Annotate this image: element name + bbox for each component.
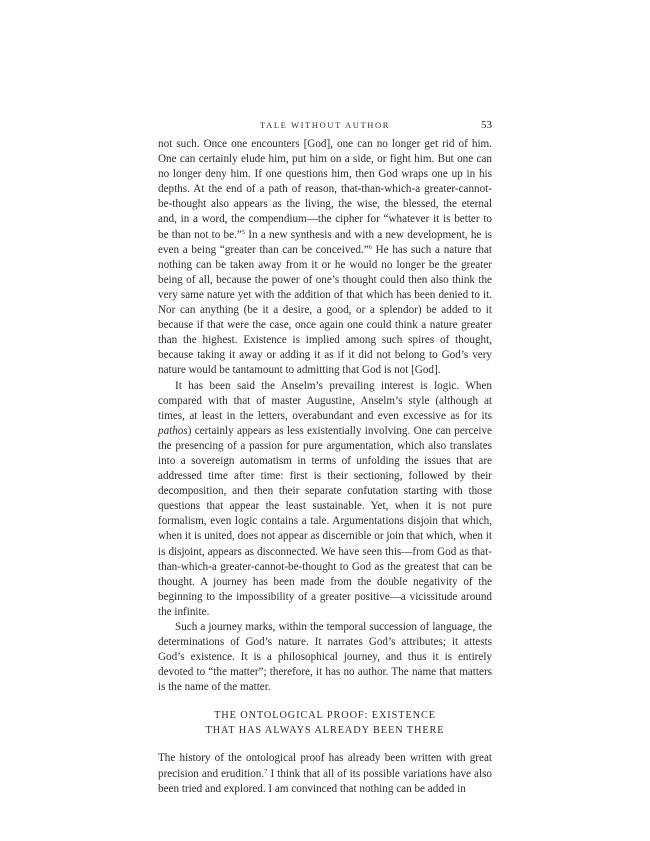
section-heading-line-1: THE ONTOLOGICAL PROOF: EXISTENCE [214, 710, 436, 722]
paragraph-3-text: Such a journey marks, within the temporal succession of language, the determinations of God’s nature. It narrates God’s attributes; it attests God’s existence. It is a philosophical journey, and thus it is entirely devoted to “the matter”; therefore, it has no author. The name that matters is the name of the matter. [158, 621, 492, 694]
paragraph-2-text-b: ) certainly appears as less existentially involving. One can perceive the presencing of a passion for pure argumentation, which also translates into a sovereign automatism in terms of unfolding the issues that are addressed time after time: first is their sectioning, followed by their decomposition, and then their separate confutation starting with those questions that appear the least sustainable. Yet, when it is not pure formalism, even logic contains a tale. Argumentations disjoin that which, when it is united, does not appear as discernible or join that which, when it is disjoint, appears as disconnected. We have seen this—from God as that-than-which-a greater-cannot-be-thought to God as the greatest that can be thought. A journey has been made from the double negativity of the beginning to the impossibility of a greater positive—a vicissitude around the infinite. [158, 424, 492, 618]
page-number: 53 [481, 119, 492, 131]
footnote-marker-5: 5 [241, 228, 246, 236]
paragraph-1 [158, 137, 492, 379]
running-head [158, 118, 492, 132]
footnote-marker-7: 7 [264, 767, 268, 775]
paragraph-1-text-c: He has such a nature that nothing can be taken away from it or he would no longer be the greater being of all, because the power of one’s thought could then also think the very same nature yet with the addition of that which has been denied to it. Nor can anything (be it a desire, a good, or a splendor) be added to it because if that were the case, once again one could think a nature greater than the highest. Existence is implied among such spires of thought, because taking it away or adding it as if it did not belong to God’s very nature would be tantamount to admitting that God is not [God]. [158, 243, 492, 377]
paragraph-2-italic: pathos [158, 424, 188, 437]
paragraph-4-text-b: I think that all of its possible variations have also been tried and explored. I am convinced that nothing can be added in [158, 767, 492, 795]
running-title: TALE WITHOUT AUTHOR [260, 120, 390, 130]
body-text [158, 137, 492, 797]
section-heading [158, 709, 492, 738]
section-heading-line-2: THAT HAS ALWAYS ALREADY BEEN THERE [205, 724, 445, 736]
paragraph-2 [158, 379, 492, 621]
paragraph-4-text-a: The history of the ontological proof has already been written with great precision and erudition. [158, 752, 492, 780]
paragraph-1-text-b: In a new synthesis and with a new development, he is even a being “greater than can be conceived.” [158, 228, 493, 256]
paragraph-2-text-a: It has been said the Anselm’s prevailing interest is logic. When compared with that of master Augustine, Anselm’s style (although at times, at least in the letters, overabundant and even excessive as for its [158, 379, 492, 422]
paragraph-3 [158, 620, 492, 695]
paragraph-4 [158, 751, 492, 796]
footnote-marker-6: 6 [368, 243, 372, 251]
paragraph-1-text-a: not such. Once one encounters [God], one can no longer get rid of him. One can certainly elude him, put him on a side, or fight him. But one can no longer deny him. If one questions him, then God wraps one up in his depths. At the end of a path of reason, that-than-which-a greater-cannot-be-thought also appears as the living, the wise, the blessed, the eternal and, in a word, the compendium—the cipher for “whatever it is better to be than not to be.” [158, 138, 492, 241]
